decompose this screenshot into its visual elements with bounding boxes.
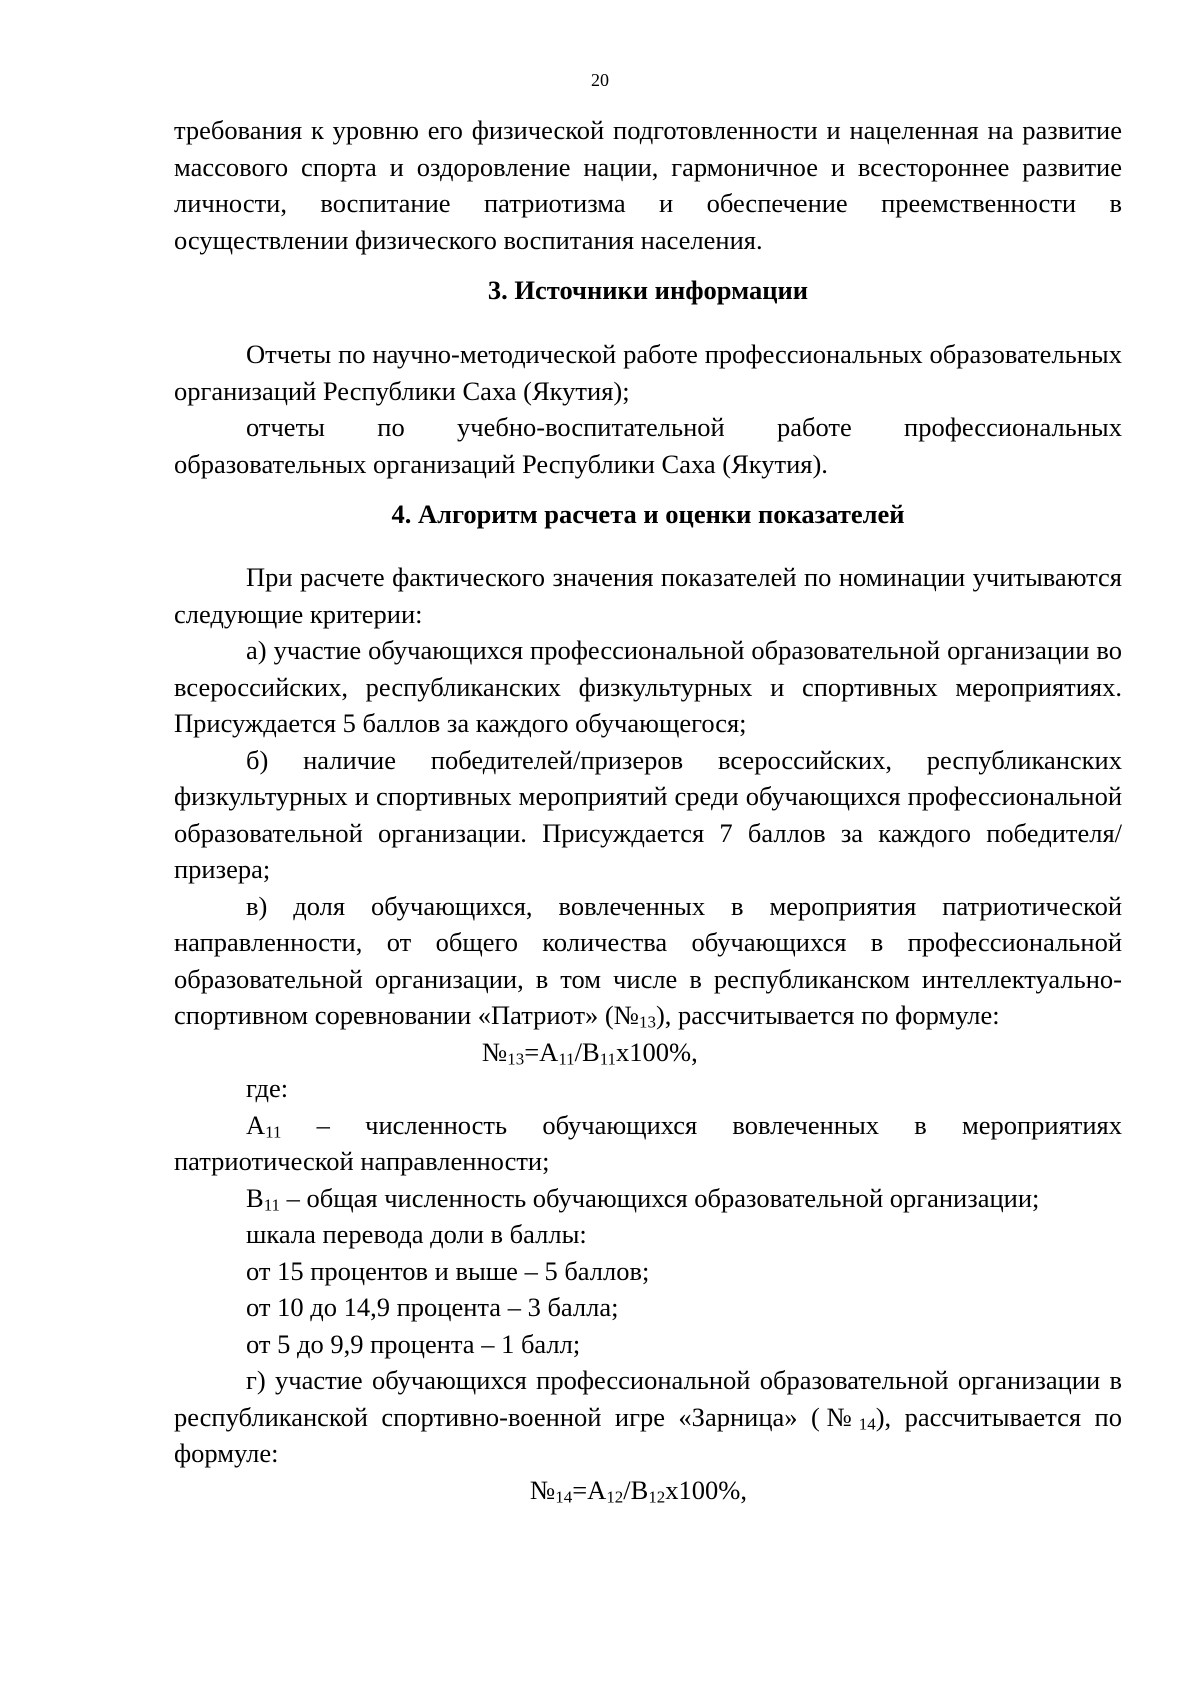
formula-13-n: №	[482, 1036, 508, 1067]
def-a11-text: – численность обучающихся вовлеченных в мероприятиях патриотической направленности;	[174, 1109, 1122, 1176]
criterion-g-tail: ), рассчитывается по формуле:	[174, 1401, 1122, 1468]
source-item: отчеты по учебно-воспитательной работе профессиональных образовательных организаций Республики Саха (Якутия).	[174, 412, 1122, 479]
section-4-heading: 4. Алгоритм расчета и оценки показателей	[391, 499, 905, 529]
criterion-g	[174, 1362, 1122, 1472]
criterion-g-sub: 14	[858, 1413, 876, 1433]
section-4	[174, 496, 1122, 533]
section-3	[174, 272, 1122, 309]
criterion-v-tail: ), рассчитывается по формуле:	[655, 1000, 1000, 1030]
page-number: 20	[591, 70, 609, 90]
criterion-b: б) наличие победителей/призеров всероссийских, республиканских физкультурных и спортивных мероприятий среди обучающихся профессиональной образовательной организации. Присуждается 7 баллов за каждого победителя/призера;	[174, 744, 1122, 884]
scale-item: от 15 процентов и выше – 5 баллов;	[246, 1255, 650, 1286]
formula-13-tail: х100%,	[616, 1036, 698, 1067]
formula-14-n-sub: 14	[555, 1486, 573, 1506]
scale-title: шкала перевода доли в баллы:	[246, 1219, 587, 1249]
criterion-v-sub: 13	[639, 1012, 656, 1032]
def-b11-symbol: В	[246, 1182, 264, 1213]
section-4-body	[174, 559, 1122, 1508]
intro-paragraph: требования к уровню его физической подготовленности и нацеленная на развитие массового спорта и оздоровление нации, гармоничное и всестороннее развитие личности, воспитание патриотизма и обеспечение преемственности в осуществлении физического воспитания населения.	[174, 115, 1122, 255]
formula-14-b: /В	[623, 1474, 649, 1505]
formula-13-n-sub: 13	[507, 1048, 525, 1068]
definition-a11	[174, 1107, 1122, 1180]
criterion-v-text: в) доля обучающихся, вовлеченных в мероприятия патриотической направленности, от общего количества обучающихся в профессиональной образовательной организации, в том числе в республиканском интеллектуально-спортивном соревновании «Патриот» (№	[174, 890, 1122, 1030]
formula-14	[530, 1472, 1200, 1509]
criteria-intro: При расчете фактического значения показателей по номинации учитываются следующие критерии:	[174, 562, 1122, 629]
formula-14-n: №	[530, 1474, 556, 1505]
where-label: где:	[246, 1073, 289, 1103]
formula-13-a: =А	[524, 1036, 559, 1067]
scale-item: от 5 до 9,9 процента – 1 балл;	[246, 1328, 581, 1359]
section-3-heading: 3. Источники информации	[487, 275, 809, 305]
definition-b11	[174, 1180, 1122, 1217]
def-b11-sub: 11	[263, 1194, 280, 1214]
def-a11-sub: 11	[265, 1121, 282, 1141]
formula-13-b-sub: 11	[599, 1048, 616, 1068]
formula-14-b-sub: 12	[648, 1486, 666, 1506]
section-3-items	[174, 336, 1122, 482]
criterion-g-text: г) участие обучающихся профессиональной образовательной организации в республиканской спортивно-военной игре «Зарница» (№	[174, 1365, 1122, 1432]
formula-13-b: /В	[574, 1036, 600, 1067]
criterion-v	[174, 888, 1122, 1034]
def-a11-symbol: А	[246, 1109, 266, 1140]
formula-14-a-sub: 12	[606, 1486, 624, 1506]
scale-item: от 10 до 14,9 процента – 3 балла;	[246, 1292, 619, 1322]
intro-block	[174, 112, 1122, 258]
def-b11-text: – общая численность обучающихся образовательной организации;	[280, 1182, 1040, 1213]
criterion-a: а) участие обучающихся профессиональной образовательной организации во всероссийских, республиканских физкультурных и спортивных мероприятиях. Присуждается 5 баллов за каждого обучающегося;	[174, 635, 1122, 738]
formula-13-a-sub: 11	[558, 1048, 575, 1068]
formula-14-a: =А	[572, 1474, 607, 1505]
formula-14-tail: х100%,	[665, 1474, 747, 1505]
source-item: Отчеты по научно-методической работе профессиональных образовательных организаций Республики Саха (Якутия);	[174, 339, 1122, 406]
formula-13	[482, 1034, 1200, 1071]
